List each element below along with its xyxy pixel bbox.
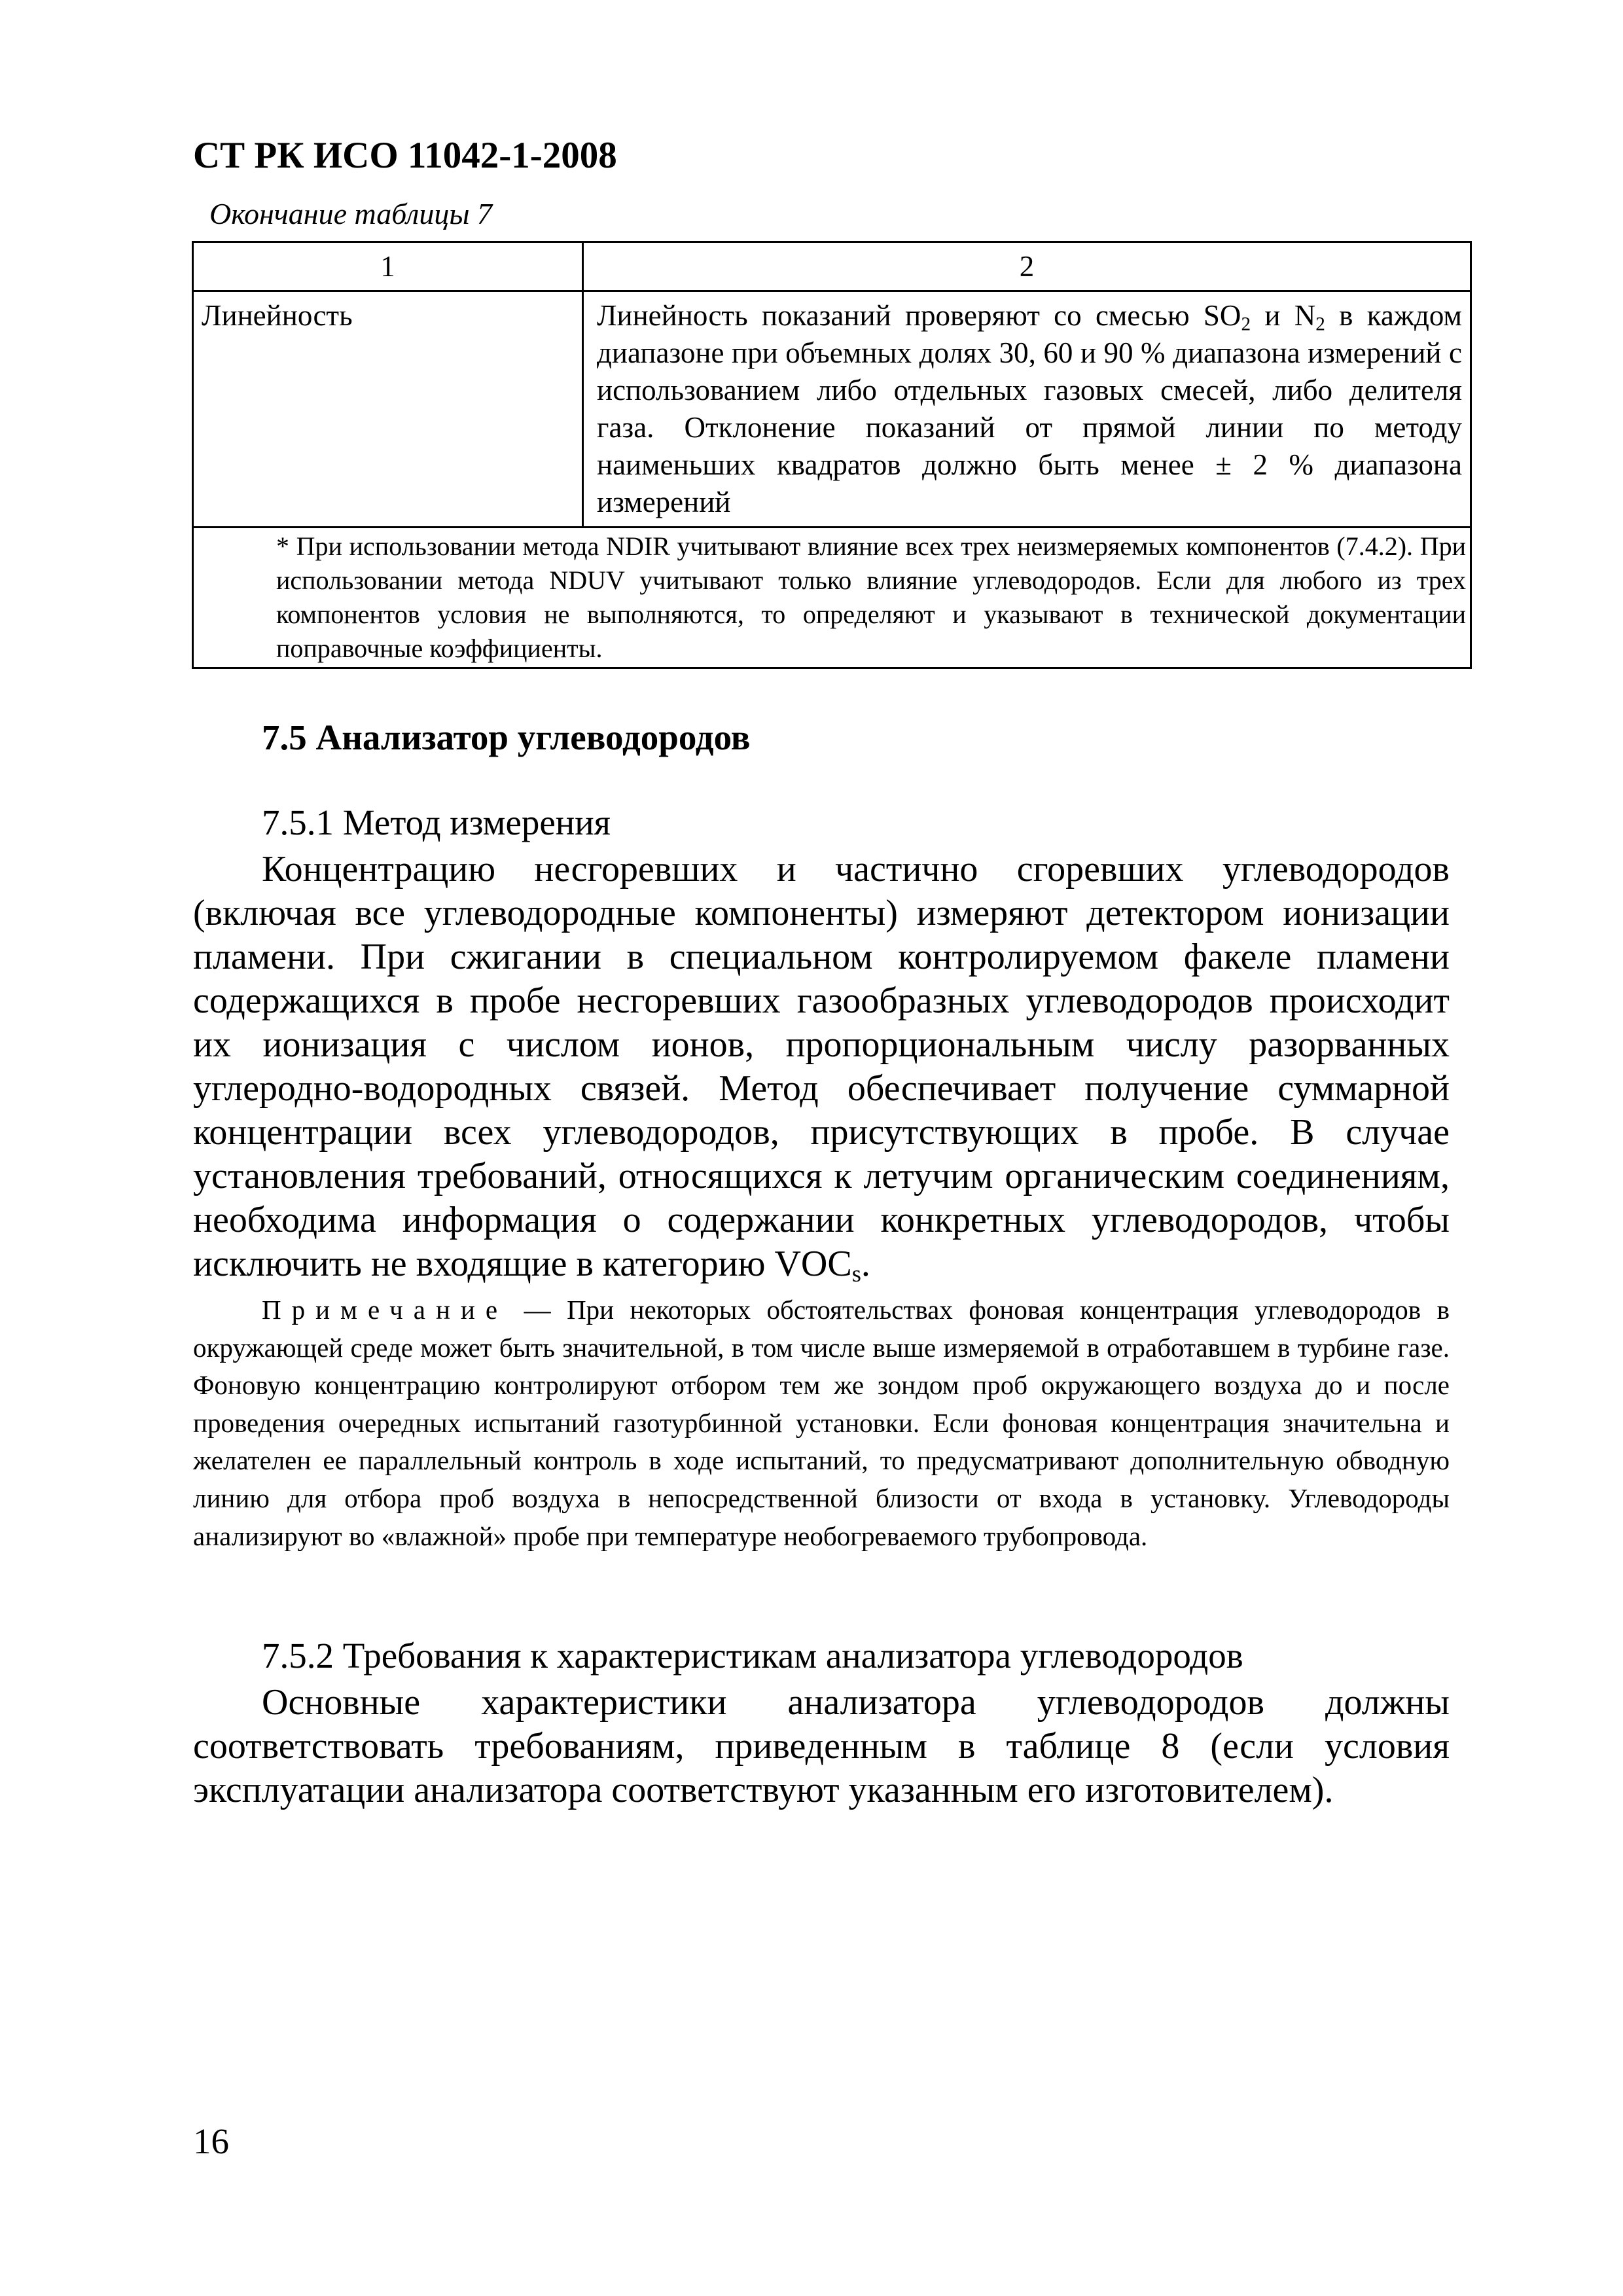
requirements-table <box>192 241 1472 669</box>
document-header: СТ РК ИСО 11042-1-2008 <box>193 135 617 176</box>
subsection-title-752: 7.5.2 Требования к характеристикам анализатора углеводородов <box>262 1636 1243 1676</box>
column-header-2: 2 <box>583 242 1471 291</box>
desc-text-c: в каждом диапазоне при объемных долях 30, 60 и 90 % диапазона измерений с использованием либо отдельных газовых смесей, либо делителя газа. Отклонение показаний от прямой линии по методу наименьших квадратов должно быть менее ± 2 % диапазона измерений <box>597 299 1462 518</box>
note-text: — При некоторых обстоятельствах фоновая концентрация углеводородов в окружающей среде может быть значительной, в том числе выше измеряемой в отработавшем в турбине газе. Фоновую концентрацию контролируют отбором тем же зондом проб окружающего воздуха до и после проведения очередных испытаний газотурбинной установки. Если фоновая концентрация значительна и желателен ее параллельный контроль в ходе испытаний, то предусматривают дополнительную обводную линию для отбора проб воздуха в непосредственной близости от входа в установку. Углеводороды анализируют во «влажной» пробе при температуре необогреваемого трубопровода. <box>193 1295 1450 1551</box>
table-row <box>193 291 1471 528</box>
paragraph-751-text: Концентрацию несгоревших и частично сгоревших углеводородов (включая все углеводородные компоненты) измеряют детектором ионизации пламени. При сжигании в специальном контролируемом факеле пламени содержащихся в пробе несгоревших газообразных углеводородов происходит их ионизация с числом ионов, пропорциональным числу разорванных углеродно-водородных связей. Метод обеспечивает получение суммарной концентрации всех углеводородов, присутствующих в пробе. В случае установления требований, относящихся к летучим органическим соединениям, необходима информация о содержании конкретных углеводородов, чтобы исключить не входящие в категорию VOC <box>193 849 1450 1284</box>
note-label: Примечание <box>262 1295 508 1325</box>
paragraph-752: Основные характеристики анализатора углеводородов должны соответствовать требованиям, приведенным в таблице 8 (если условия эксплуатации анализатора соответствуют указанным его изготовителем). <box>193 1682 1450 1810</box>
paragraph-751-end: . <box>861 1244 870 1284</box>
section-title: 7.5 Анализатор углеводородов <box>262 717 751 757</box>
n2-subscript: 2 <box>1315 314 1325 335</box>
subsection-title-751: 7.5.1 Метод измерения <box>262 802 611 842</box>
table-footnote <box>193 528 1471 668</box>
note-block <box>193 1291 1450 1555</box>
footnote-text: * При использовании метода NDIR учитывают влияние всех трех неизмеряемых компонентов (7.4.2). При использовании метода NDUV учитывают только влияние углеводородов. Если для любого из трех компонентов условия не выполняются, то определяют и указывают в технической документации поправочные коэффициенты. <box>276 531 1466 663</box>
page-number: 16 <box>193 2121 229 2161</box>
vocs-subscript: s <box>851 1261 861 1287</box>
desc-text-b: и N <box>1251 299 1316 332</box>
paragraph-751 <box>193 848 1450 1286</box>
description-cell <box>583 291 1471 528</box>
column-header-1: 1 <box>193 242 583 291</box>
footnote-row <box>193 528 1471 668</box>
table-header-row <box>193 242 1471 291</box>
desc-text-a: Линейность показаний проверяют со смесью SO <box>597 299 1241 332</box>
so2-subscript: 2 <box>1241 314 1251 335</box>
table-continuation-caption: Окончание таблицы 7 <box>209 197 492 230</box>
parameter-cell: Линейность <box>193 291 583 528</box>
